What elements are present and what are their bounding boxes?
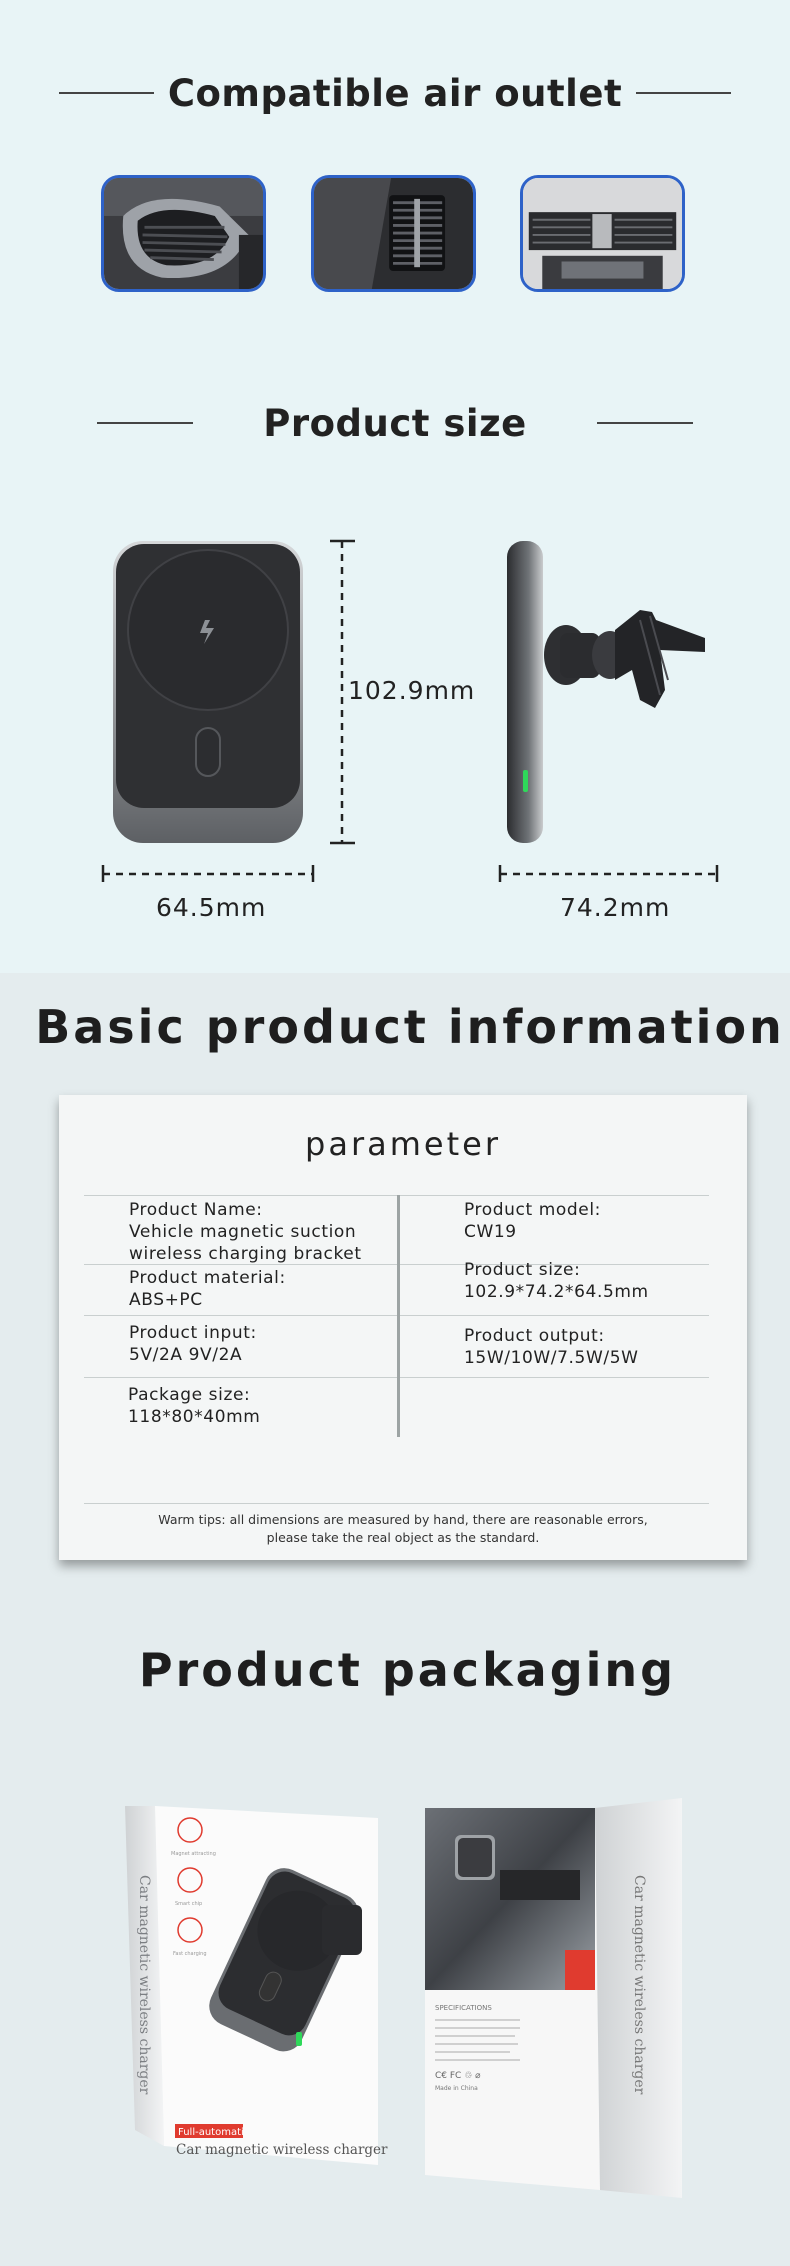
param-package-size bbox=[128, 1384, 260, 1428]
packaging-title: Product packaging bbox=[138, 1643, 677, 1697]
charger-front-view bbox=[113, 541, 303, 843]
parameter-card-title: parameter bbox=[305, 1125, 501, 1163]
param-product-output bbox=[464, 1325, 639, 1369]
param-key: Product input: bbox=[129, 1323, 257, 1343]
param-key: Product material: bbox=[129, 1268, 286, 1288]
warm-tips bbox=[59, 1511, 747, 1547]
heading-rule-right bbox=[636, 92, 731, 94]
param-product-input bbox=[129, 1322, 257, 1366]
made-in-text: Made in China bbox=[435, 2085, 478, 2092]
indicator-light bbox=[523, 770, 528, 792]
badge-text: Full-automati bbox=[178, 2127, 244, 2138]
warm-tips-line: please take the real object as the standard. bbox=[266, 1530, 540, 1545]
icon-caption: Fast charging bbox=[173, 1951, 207, 1957]
divider bbox=[84, 1503, 709, 1504]
column-divider bbox=[397, 1195, 400, 1437]
icon-caption: Smart chip bbox=[175, 1901, 203, 1907]
parameter-card bbox=[59, 1095, 747, 1560]
warm-tips-line: Warm tips: all dimensions are measured by hand, there are reasonable errors, bbox=[158, 1512, 648, 1527]
height-label: 102.9mm bbox=[348, 676, 476, 705]
top-section bbox=[0, 0, 790, 973]
heading-rule-left bbox=[59, 92, 154, 94]
width-dimension-line bbox=[103, 865, 313, 882]
package-box-back bbox=[425, 1798, 682, 2198]
basic-info-title: Basic product information bbox=[35, 1000, 785, 1054]
package-box-front bbox=[125, 1806, 388, 2165]
param-product-name bbox=[129, 1199, 362, 1265]
ce-fcc-marks: C€ FC ♲ ⌀ bbox=[435, 2071, 481, 2081]
outlet-title: Compatible air outlet bbox=[167, 71, 623, 115]
size-heading bbox=[0, 398, 790, 448]
param-key: Package size: bbox=[128, 1385, 251, 1405]
param-product-size bbox=[464, 1259, 649, 1303]
param-value: 118*80*40mm bbox=[128, 1407, 261, 1427]
param-key: Product size: bbox=[464, 1260, 581, 1280]
param-value: ABS+PC bbox=[129, 1290, 203, 1310]
width-label: 64.5mm bbox=[156, 893, 267, 922]
param-key: Product output: bbox=[464, 1326, 605, 1346]
icon-caption: Magnet attracting bbox=[171, 1851, 216, 1857]
param-value: Vehicle magnetic suction wireless charging bracket bbox=[129, 1222, 362, 1264]
air-vent-image-vertical bbox=[311, 175, 476, 292]
param-value: 5V/2A 9V/2A bbox=[129, 1345, 243, 1365]
param-key: Product Name: bbox=[129, 1200, 263, 1220]
box-side-text: Car magnetic wireless charger bbox=[136, 1875, 152, 2095]
box-back-side-text: Car magnetic wireless charger bbox=[631, 1875, 647, 2095]
heading-rule-right bbox=[597, 422, 693, 424]
param-product-material bbox=[129, 1267, 286, 1311]
charger-side-view bbox=[507, 541, 705, 843]
param-product-model bbox=[464, 1199, 601, 1243]
param-value: 102.9*74.2*64.5mm bbox=[464, 1282, 649, 1302]
air-vent-image-dashboard bbox=[520, 175, 685, 292]
packaging-illustration bbox=[0, 1780, 790, 2210]
param-key: Product model: bbox=[464, 1200, 602, 1220]
outlet-heading bbox=[0, 68, 790, 118]
size-title: Product size bbox=[263, 401, 527, 445]
box-front-text: Car magnetic wireless charger bbox=[176, 2142, 388, 2158]
spec-heading: SPECIFICATIONS bbox=[435, 2004, 492, 2012]
depth-dimension-line bbox=[500, 865, 717, 882]
heading-rule-left bbox=[97, 422, 193, 424]
air-vent-image-round bbox=[101, 175, 266, 292]
param-value: CW19 bbox=[464, 1222, 517, 1242]
param-value: 15W/10W/7.5W/5W bbox=[464, 1348, 639, 1368]
depth-label: 74.2mm bbox=[560, 893, 671, 922]
product-size-diagram bbox=[0, 520, 790, 940]
